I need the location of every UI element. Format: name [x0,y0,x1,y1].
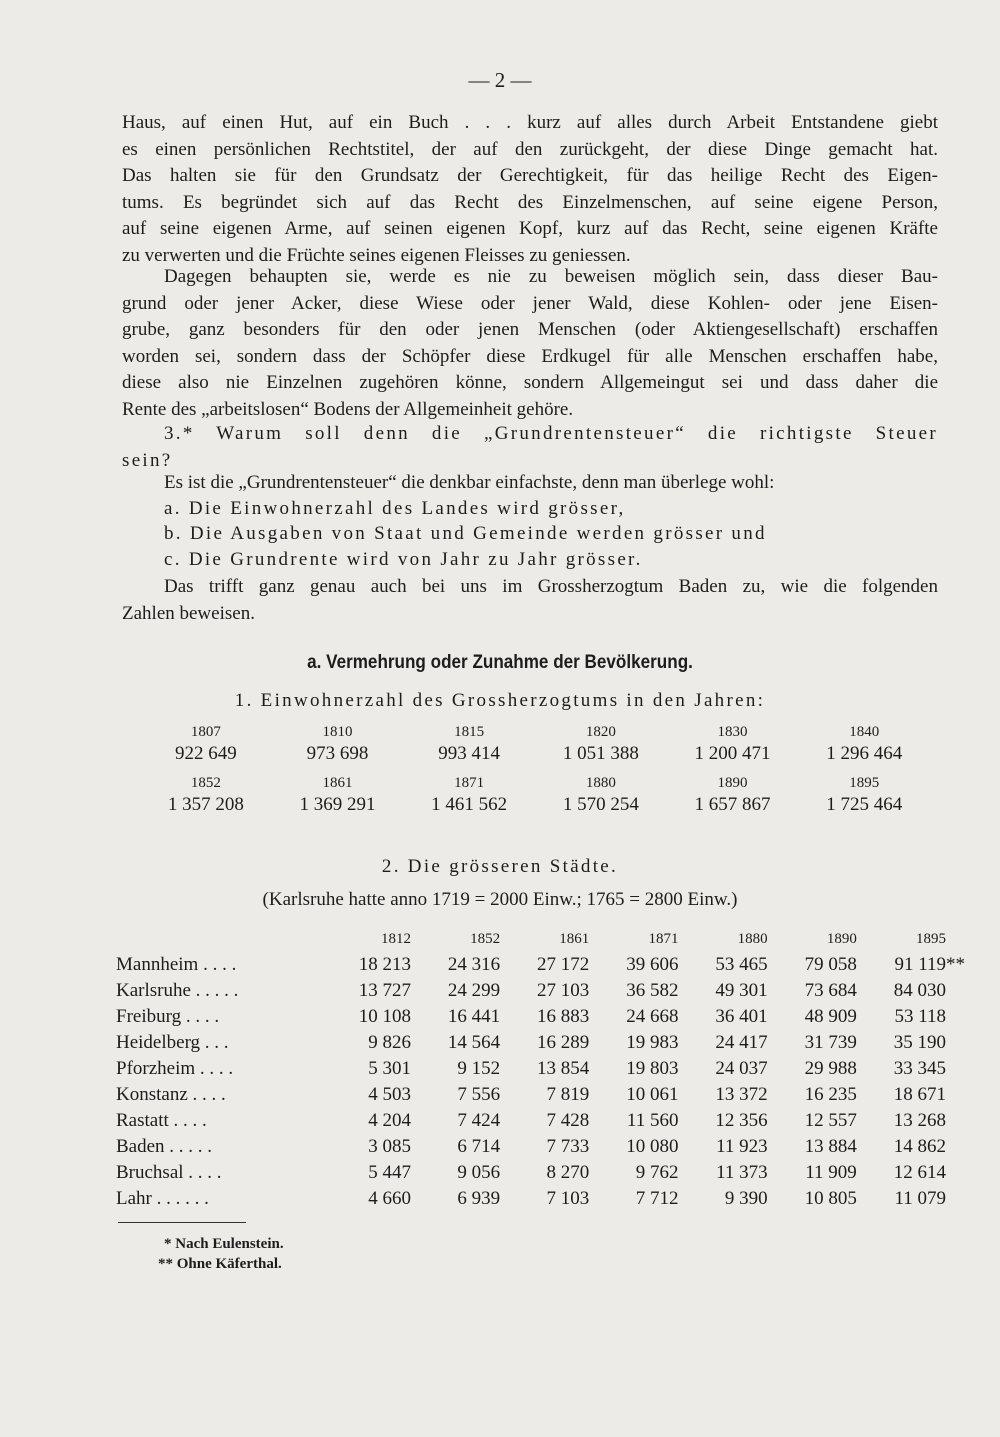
city-value: 24 668 [626,1006,679,1027]
city-row [116,1030,946,1056]
city-name: Freiburg . . . . [116,1006,220,1027]
city-value: 49 301 [715,980,768,1001]
city-value: 9 390 [724,1188,768,1209]
year-header: 1890 [826,931,857,947]
city-value: 27 103 [537,980,590,1001]
year-cell: 1880 [585,775,616,791]
city-value: 16 441 [447,1006,501,1027]
city-value: 6 939 [457,1188,501,1209]
city-value: 4 660 [368,1188,411,1209]
city-value: 53 465 [715,954,768,975]
city-row [116,1082,946,1108]
cities-title: 2. Die grösseren Städte. [381,856,619,877]
footnote-2: ** Ohne Käferthal. [158,1256,282,1272]
city-row [116,1134,946,1160]
year-header: 1852 [470,931,501,947]
value-cell: 1 725 464 [826,794,903,815]
list-item-a: a. Die Einwohnerzahl des Landes wird grösser, [164,498,626,519]
city-value: 7 103 [546,1188,590,1209]
city-value: 3 085 [368,1136,411,1157]
city-value: 13 727 [358,980,411,1001]
city-value: 4 204 [368,1110,411,1131]
city-value: 11 079 [894,1188,946,1209]
city-name: Konstanz . . . . [116,1084,226,1105]
population-years-row [140,724,930,741]
city-value: 11 923 [716,1136,768,1157]
year-cell: 1861 [322,775,353,791]
city-value: 79 058 [804,954,857,975]
city-value: 8 270 [546,1162,590,1183]
city-value: 12 614 [893,1162,946,1183]
city-value: 24 037 [715,1058,768,1079]
question-line: 3.* Warum soll denn die „Grundrentensteuer“ die richtigste Steuer [164,423,938,444]
city-name: Baden . . . . . [116,1136,213,1157]
value-cell: 1 657 867 [694,794,771,815]
year-cell: 1815 [454,724,485,740]
city-value: 91 119 [894,954,946,975]
list-item-b: b. Die Ausgaben von Staat und Gemeinde werden grösser und [164,523,767,544]
cities-header-row [116,926,946,952]
city-value: 39 606 [626,954,679,975]
city-value: 7 733 [546,1136,590,1157]
text-line: Dagegen behaupten sie, werde es nie zu beweisen möglich sein, dass dieser Bau- [164,266,938,287]
city-value: 16 883 [537,1006,590,1027]
paragraph-1 [122,110,938,269]
city-value: 16 289 [537,1032,590,1053]
conclusion [122,574,938,627]
city-value: 36 582 [626,980,679,1001]
city-value: 10 080 [626,1136,679,1157]
year-cell: 1895 [849,775,880,791]
city-value: 27 172 [537,954,590,975]
value-cell: 1 357 208 [167,794,244,815]
text-line: diese also nie Einzelnen zugehören könne, sondern Allgemeingut sei und dass daher die [122,372,938,393]
city-value: 24 316 [447,954,501,975]
city-value: 14 564 [447,1032,501,1053]
value-cell: 973 698 [306,743,369,764]
year-header: 1861 [559,931,590,947]
city-value: 7 712 [635,1188,679,1209]
population-values-row [140,743,930,765]
city-value: 19 983 [626,1032,679,1053]
footnote-1: * Nach Eulenstein. [164,1236,284,1252]
city-value: 4 503 [368,1084,411,1105]
text-line: tums. Es begründet sich auf das Recht des Einzelmenschen, auf seine eigene Person, [122,191,938,213]
city-value: 9 152 [457,1058,501,1079]
city-value: 13 854 [537,1058,590,1079]
city-value: 19 803 [626,1058,679,1079]
text-line: Zahlen beweisen. [122,602,255,624]
population-table [140,724,930,816]
year-header: 1812 [380,931,411,947]
text-line: grube, ganz besonders für den oder jenen Menschen (oder Aktiengesellschaft) erschaffen [122,319,938,340]
text-line: Das halten sie für den Grundsatz der Gerechtigkeit, für das heilige Recht des Eigen- [122,165,938,186]
city-name: Mannheim . . . . [116,954,237,975]
city-value: 14 862 [893,1136,946,1157]
text-line: zu verwerten und die Früchte seines eigenen Fleisses zu geniessen. [122,244,631,266]
city-name: Heidelberg . . . [116,1032,229,1053]
value-cell: 1 461 562 [431,794,508,815]
city-value: 9 762 [635,1162,679,1183]
year-header: 1880 [737,931,768,947]
text-line: Rente des „arbeitslosen“ Bodens der Allgemeinheit gehöre. [122,398,574,420]
city-value: 7 819 [546,1084,590,1105]
city-value: 73 684 [804,980,857,1001]
population-values-row [140,794,930,816]
year-cell: 1830 [717,724,748,740]
population-title: 1. Einwohnerzahl des Grossherzogtums in den Jahren: [234,690,766,711]
answer-intro: Es ist die „Grundrentensteuer“ die denkbar einfachste, denn man überlege wohl: [164,472,775,493]
list-item-c: c. Die Grundrente wird von Jahr zu Jahr grösser. [164,549,643,570]
value-cell: 1 570 254 [562,794,639,815]
city-row [116,1108,946,1134]
city-name: Rastatt . . . . [116,1110,207,1131]
cities-table [116,926,965,1212]
page-number: — 2 — [468,68,532,92]
city-value: 16 235 [804,1084,857,1105]
city-value: 35 190 [893,1032,946,1053]
city-value: 9 826 [368,1032,411,1053]
city-value: 13 268 [893,1110,946,1131]
text-line: grund oder jener Acker, diese Wiese oder jener Wald, diese Kohlen- oder jene Eisen- [122,292,938,314]
year-cell: 1807 [190,724,221,740]
value-cell: 993 414 [438,743,501,764]
value-cell: 1 051 388 [562,743,639,764]
year-cell: 1852 [190,775,221,791]
city-value: 10 108 [358,1006,411,1027]
value-cell: 922 649 [174,743,237,764]
cities-subtitle: (Karlsruhe hatte anno 1719 = 2000 Einw.; 1765 = 2800 Einw.) [262,889,738,910]
city-row [116,978,946,1004]
city-value: 31 739 [804,1032,857,1053]
city-value: 10 805 [804,1188,857,1209]
city-value: 5 301 [368,1058,411,1079]
year-cell: 1840 [849,724,880,740]
text-line: Das trifft ganz genau auch bei uns im Grossherzogtum Baden zu, wie die folgenden [164,576,938,597]
city-value: 13 372 [715,1084,768,1105]
value-cell: 1 369 291 [299,794,376,815]
city-name: Bruchsal . . . . [116,1162,222,1183]
city-value: 18 213 [358,954,411,975]
city-value: 12 356 [715,1110,768,1131]
value-cell: 1 200 471 [694,743,771,764]
city-row [116,952,946,978]
city-row [116,1160,946,1186]
city-value: 11 560 [626,1110,679,1131]
city-row [116,1056,946,1082]
text-line: worden sei, sondern dass der Schöpfer diese Erdkugel für alle Menschen erschaffen habe, [122,345,938,367]
year-cell: 1810 [322,724,353,740]
city-value: 5 447 [368,1162,411,1183]
city-value: 33 345 [893,1058,946,1079]
city-value: 7 428 [546,1110,590,1131]
city-value: 29 988 [804,1058,857,1079]
city-name: Karlsruhe . . . . . [116,980,239,1001]
city-value: 11 373 [716,1162,768,1183]
city-value: 24 417 [715,1032,768,1053]
city-value: 24 299 [447,980,501,1001]
year-header: 1895 [916,931,946,947]
question-line: sein? [122,449,173,471]
footnote-divider [118,1222,246,1223]
city-value: 84 030 [893,980,946,1001]
value-cell: 1 296 464 [826,743,903,764]
section-heading: a. Vermehrung oder Zunahme der Bevölkerung. [307,652,693,673]
city-value: 48 909 [804,1006,857,1027]
population-years-row [140,775,930,792]
question-3 [122,421,938,474]
city-value: 10 061 [626,1084,679,1105]
text-line: Haus, auf einen Hut, auf ein Buch . . . kurz auf alles durch Arbeit Entstandene giebt [122,112,938,133]
city-value: 12 557 [804,1110,857,1131]
city-value: 11 909 [805,1162,857,1183]
year-cell: 1890 [717,775,748,791]
year-cell: 1820 [585,724,616,740]
city-value: 7 556 [457,1084,501,1105]
city-name: Lahr . . . . . . [116,1188,209,1209]
city-name: Pforzheim . . . . [116,1058,234,1079]
text-line: es einen persönlichen Rechtstitel, der auf den zurückgeht, der diese Dinge gemacht hat. [122,138,938,160]
year-header: 1871 [648,931,679,947]
city-value: 9 056 [457,1162,501,1183]
city-value: 13 884 [804,1136,857,1157]
year-cell: 1871 [454,775,485,791]
city-value-cell: 91 119** [894,954,965,975]
city-value: 7 424 [457,1110,501,1131]
header-blank [116,926,322,952]
city-value: 36 401 [715,1006,768,1027]
city-row [116,1004,946,1030]
text-line: auf seine eigenen Arme, auf seinen eigenen Kopf, kurz auf das Recht, seine eigenen Kräfte [122,218,938,239]
city-value: 18 671 [893,1084,946,1105]
paragraph-2 [122,264,938,423]
city-value: 6 714 [457,1136,501,1157]
city-row [116,1186,946,1212]
city-value: 53 118 [894,1006,946,1027]
